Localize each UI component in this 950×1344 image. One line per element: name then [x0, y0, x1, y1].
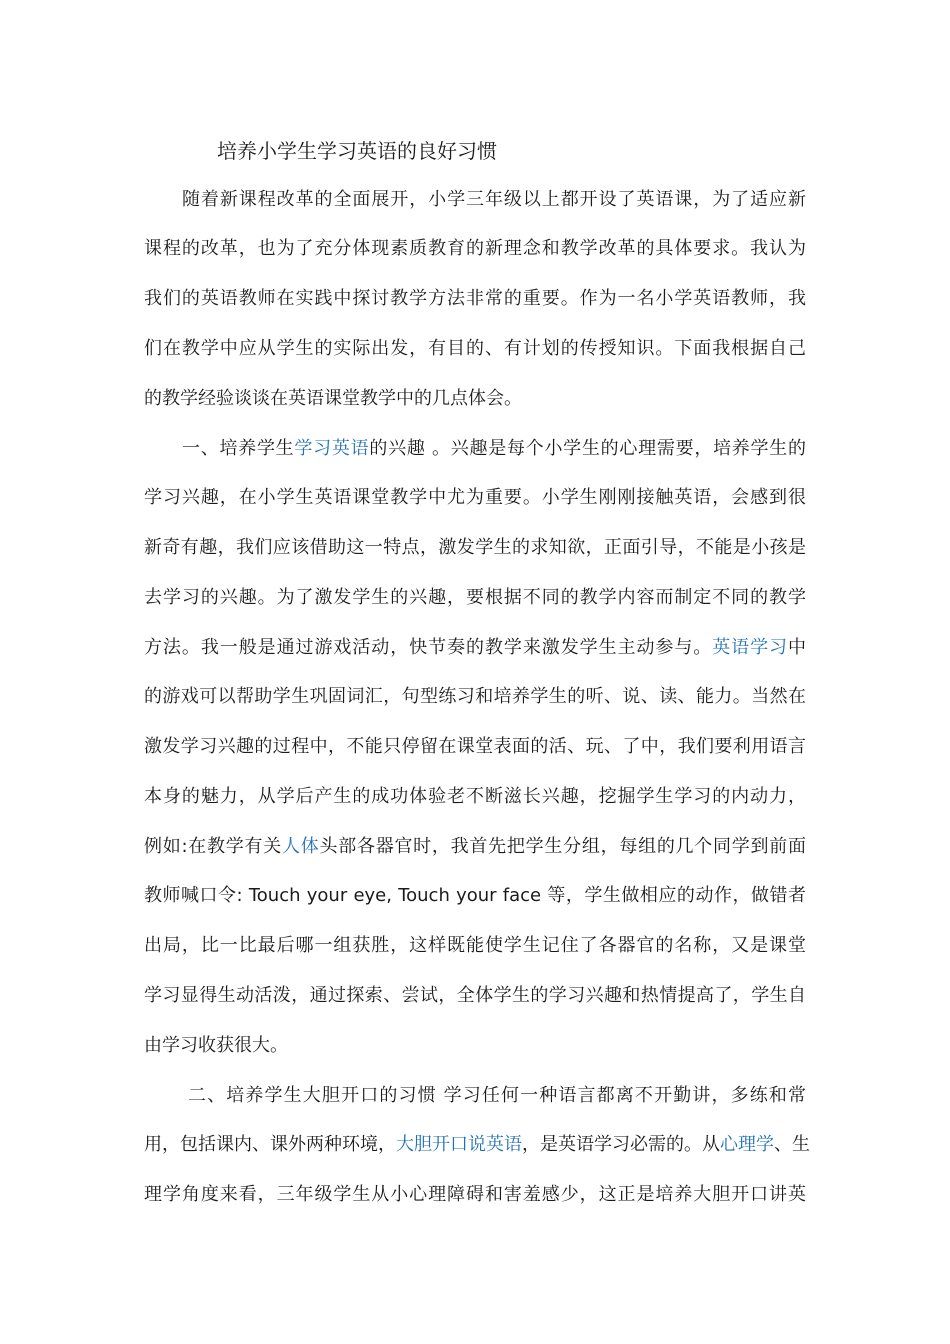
paragraph-2-line-11: 出局，比一比最后哪一组获胜，这样既能使学生记住了各器官的名称，又是课堂: [144, 935, 806, 956]
text-segment: 方法。我一般是通过游戏活动，快节奏的教学来激发学生主动参与。: [144, 637, 713, 658]
link-psychology[interactable]: 心理学: [720, 1134, 774, 1155]
link-english-learning[interactable]: 英语学习: [712, 637, 788, 658]
link-speak-english-boldly[interactable]: 大胆开口说英语: [396, 1134, 522, 1155]
text-segment: 中: [788, 637, 806, 658]
paragraph-3-line-1: 二、培养学生大胆开口的习惯 学习任何一种语言都离不开勤讲，多练和常: [188, 1085, 806, 1106]
paragraph-2-line-13: 由学习收获很大。: [144, 1035, 288, 1056]
paragraph-2-line-1: [182, 429, 806, 469]
paragraph-1-line-3: 我们的英语教师在实践中探讨教学方法非常的重要。作为一名小学英语教师，我: [144, 288, 806, 309]
document-title: 培养小学生学习英语的良好习惯: [217, 139, 497, 163]
paragraph-2-line-10: 教师喊口令: Touch your eye, Touch your face 等，学生做相应的动作，做错者: [144, 885, 806, 906]
text-segment: 、生: [774, 1134, 810, 1155]
paragraph-2-line-2: 学习兴趣，在小学生英语课堂教学中尤为重要。小学生刚刚接触英语，会感到很: [144, 487, 806, 508]
text-segment: ，是英语学习必需的。从: [522, 1134, 720, 1155]
text-segment: 一、培养学生: [182, 438, 295, 459]
paragraph-3-line-3: 理学角度来看，三年级学生从小心理障碍和害羞感少，这正是培养大胆开口讲英: [144, 1184, 806, 1205]
paragraph-2-line-8: 本身的魅力，从学后产生的成功体验老不断滋长兴趣，挖掘学生学习的内动力，: [144, 786, 806, 807]
paragraph-3-line-2: [144, 1125, 810, 1165]
paragraph-2-line-5: [144, 628, 806, 668]
paragraph-1-line-5: 的教学经验谈谈在英语课堂教学中的几点体会。: [144, 388, 522, 409]
paragraph-2-line-3: 新奇有趣，我们应该借助这一特点，激发学生的求知欲，正面引导，不能是小孩是: [144, 537, 806, 558]
paragraph-1-line-4: 们在教学中应从学生的实际出发，有目的、有计划的传授知识。下面我根据自己: [144, 338, 806, 359]
paragraph-2-line-7: 激发学习兴趣的过程中，不能只停留在课堂表面的活、玩、了中，我们要利用语言: [144, 736, 806, 757]
text-segment: 头部各器官时，我首先把学生分组，每组的几个同学到前面: [319, 836, 806, 857]
paragraph-2-line-6: 的游戏可以帮助学生巩固词汇，句型练习和培养学生的听、说、读、能力。当然在: [144, 686, 806, 707]
paragraph-2-line-4: 去学习的兴趣。为了激发学生的兴趣，要根据不同的教学内容而制定不同的教学: [144, 587, 806, 608]
link-learn-english[interactable]: 学习英语: [294, 438, 370, 459]
link-human-body[interactable]: 人体: [282, 836, 320, 857]
text-segment: 例如:在教学有关: [144, 836, 282, 857]
paragraph-1-line-2: 课程的改革，也为了充分体现素质教育的新理念和教学改革的具体要求。我认为: [144, 238, 806, 259]
paragraph-2-line-12: 学习显得生动活泼，通过探索、尝试，全体学生的学习兴趣和热情提高了，学生自: [144, 985, 806, 1006]
paragraph-1-line-1: 随着新课程改革的全面展开，小学三年级以上都开设了英语课，为了适应新: [182, 189, 806, 210]
text-segment: 用，包括课内、课外两种环境，: [144, 1134, 396, 1155]
paragraph-2-line-9: [144, 827, 806, 867]
text-segment: 的兴趣 。兴趣是每个小学生的心理需要，培养学生的: [369, 438, 807, 459]
